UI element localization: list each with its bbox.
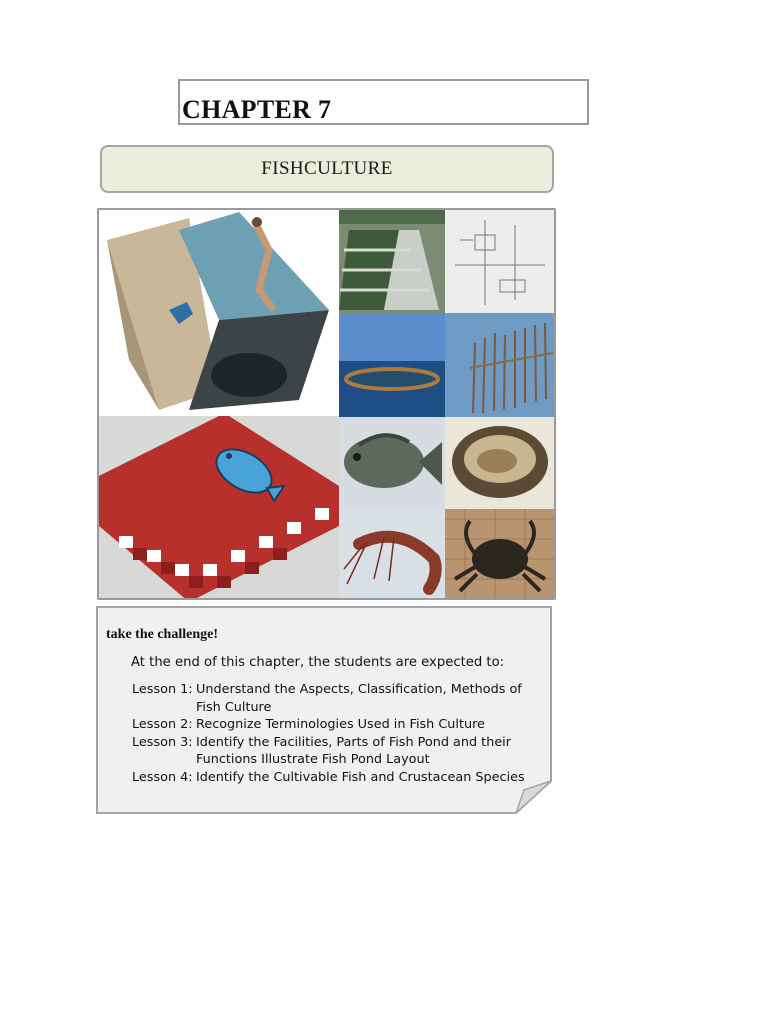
lesson-text: Identify the Cultivable Fish and Crustacean Species	[196, 769, 525, 785]
challenge-intro: At the end of this chapter, the students are expected to:	[131, 655, 505, 670]
image-collage	[97, 208, 556, 600]
lesson-label: Lesson 4:	[132, 769, 193, 785]
lesson-text: Understand the Aspects, Classification, Methods of Fish Culture	[196, 682, 522, 715]
crab-icon	[445, 509, 556, 600]
fish-cage-icon	[339, 313, 445, 417]
fish-pond-cube-icon	[99, 210, 339, 416]
oyster-icon	[445, 417, 556, 509]
lesson-list	[132, 681, 546, 786]
lesson-item	[132, 769, 546, 787]
chapter-title: CHAPTER 7	[182, 95, 332, 124]
pond-layout-sketch-icon	[445, 210, 556, 313]
lesson-item	[132, 734, 546, 769]
lesson-text: Identify the Facilities, Parts of Fish Pond and their Functions Illustrate Fish Pond Layout	[196, 734, 512, 767]
chapter-box	[178, 79, 589, 125]
topic-title: FISHCULTURE	[261, 158, 393, 179]
lesson-label: Lesson 3:	[132, 734, 193, 750]
lesson-label: Lesson 2:	[132, 717, 193, 732]
fish-pen-stakes-icon	[445, 313, 556, 417]
topic-banner	[100, 145, 554, 193]
challenge-heading: take the challenge!	[106, 627, 218, 642]
shrimp-icon	[339, 509, 445, 600]
lesson-item	[132, 716, 546, 734]
lesson-label: Lesson 1:	[132, 682, 193, 697]
fish-pixel-blanket-icon	[99, 416, 339, 600]
tilapia-icon	[339, 417, 445, 509]
challenge-card	[96, 606, 552, 814]
concrete-tanks-icon	[339, 210, 445, 313]
lesson-text: Recognize Terminologies Used in Fish Culture	[196, 717, 485, 732]
lesson-item	[132, 681, 546, 716]
